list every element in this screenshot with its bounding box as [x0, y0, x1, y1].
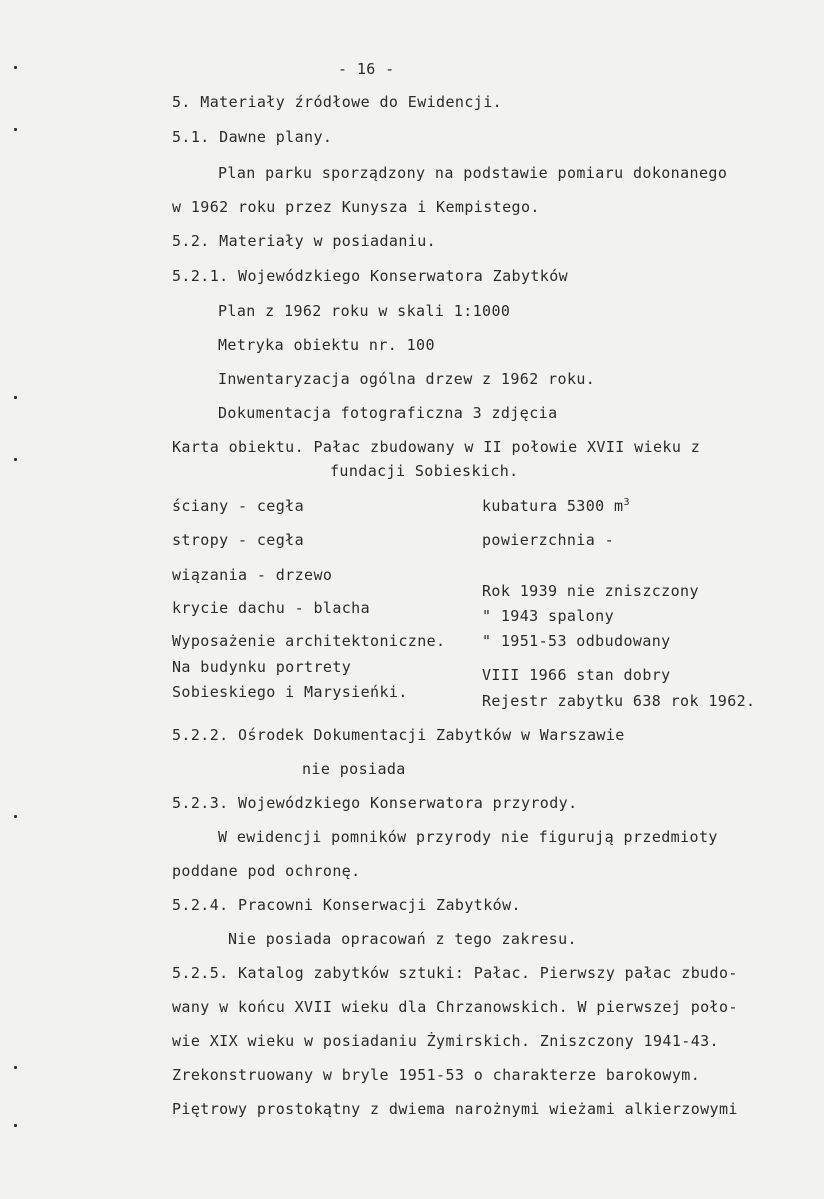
section-heading-5-2-4: 5.2.4. Pracowni Konserwacji Zabytków.: [172, 896, 521, 914]
paragraph-line: Nie posiada opracowań z tego zakresu.: [228, 930, 577, 948]
left-column-line: ściany - cegła: [172, 497, 305, 515]
kubatura-exponent: 3: [623, 497, 630, 508]
section-heading-5-1: 5.1. Dawne plany.: [172, 128, 333, 146]
right-column-line: powierzchnia -: [482, 531, 615, 549]
list-line: Plan z 1962 roku w skali 1:1000: [218, 302, 511, 320]
right-column-line: " 1951-53 odbudowany: [482, 632, 671, 650]
section-heading-5-2-5: 5.2.5. Katalog zabytków sztuki: Pałac. Pierwszy pałac zbudo-: [172, 964, 738, 982]
right-column-line: " 1943 spalony: [482, 607, 615, 625]
list-line: Dokumentacja fotograficzna 3 zdjęcia: [218, 404, 558, 422]
right-column-line: [482, 497, 630, 515]
list-line: Metryka obiektu nr. 100: [218, 336, 435, 354]
paragraph-line: Zrekonstruowany w bryle 1951-53 o charakterze barokowym.: [172, 1066, 701, 1084]
right-column-line: VIII 1966 stan dobry: [482, 666, 671, 684]
left-column-line: Na budynku portrety: [172, 658, 352, 676]
margin-mark: [14, 815, 17, 818]
karta-line: fundacji Sobieskich.: [330, 462, 519, 480]
margin-mark: [14, 1124, 17, 1127]
section-heading-5-2: 5.2. Materiały w posiadaniu.: [172, 232, 437, 250]
section-heading-5-2-3: 5.2.3. Wojewódzkiego Konserwatora przyrody.: [172, 794, 578, 812]
margin-mark: [14, 128, 17, 131]
paragraph-line: wie XIX wieku w posiadaniu Żymirskich. Zniszczony 1941-43.: [172, 1032, 719, 1050]
karta-line: Karta obiektu. Pałac zbudowany w II połowie XVII wieku z: [172, 438, 701, 456]
margin-mark: [14, 396, 17, 399]
page-number: - 16 -: [338, 60, 395, 78]
left-column-line: krycie dachu - blacha: [172, 599, 371, 617]
left-column-line: Wyposażenie architektoniczne.: [172, 632, 446, 650]
paragraph-line: Plan parku sporządzony na podstawie pomiaru dokonanego: [218, 164, 728, 182]
section-heading-5-2-2: 5.2.2. Ośrodek Dokumentacji Zabytków w Warszawie: [172, 726, 625, 744]
section-heading-5: 5. Materiały źródłowe do Ewidencji.: [172, 93, 503, 111]
left-column-line: wiązania - drzewo: [172, 566, 333, 584]
section-heading-5-2-1: 5.2.1. Wojewódzkiego Konserwatora Zabytków: [172, 267, 569, 285]
paragraph-line: poddane pod ochronę.: [172, 862, 361, 880]
margin-mark: [14, 1066, 17, 1069]
right-column-line: Rejestr zabytku 638 rok 1962.: [482, 692, 756, 710]
paragraph-line: wany w końcu XVII wieku dla Chrzanowskich. W pierwszej poło-: [172, 998, 738, 1016]
kubatura-text: kubatura 5300 m: [482, 497, 624, 515]
paragraph-line: W ewidencji pomników przyrody nie figurują przedmioty: [218, 828, 718, 846]
margin-mark: [14, 66, 17, 69]
paragraph-line: w 1962 roku przez Kunysza i Kempistego.: [172, 198, 540, 216]
right-column-line: Rok 1939 nie zniszczony: [482, 582, 699, 600]
left-column-line: Sobieskiego i Marysieńki.: [172, 683, 408, 701]
paragraph-line: Piętrowy prostokątny z dwiema narożnymi wieżami alkierzowymi: [172, 1100, 738, 1118]
list-line: Inwentaryzacja ogólna drzew z 1962 roku.: [218, 370, 596, 388]
left-column-line: stropy - cegła: [172, 531, 305, 549]
margin-mark: [14, 458, 17, 461]
paragraph-line: nie posiada: [302, 760, 406, 778]
